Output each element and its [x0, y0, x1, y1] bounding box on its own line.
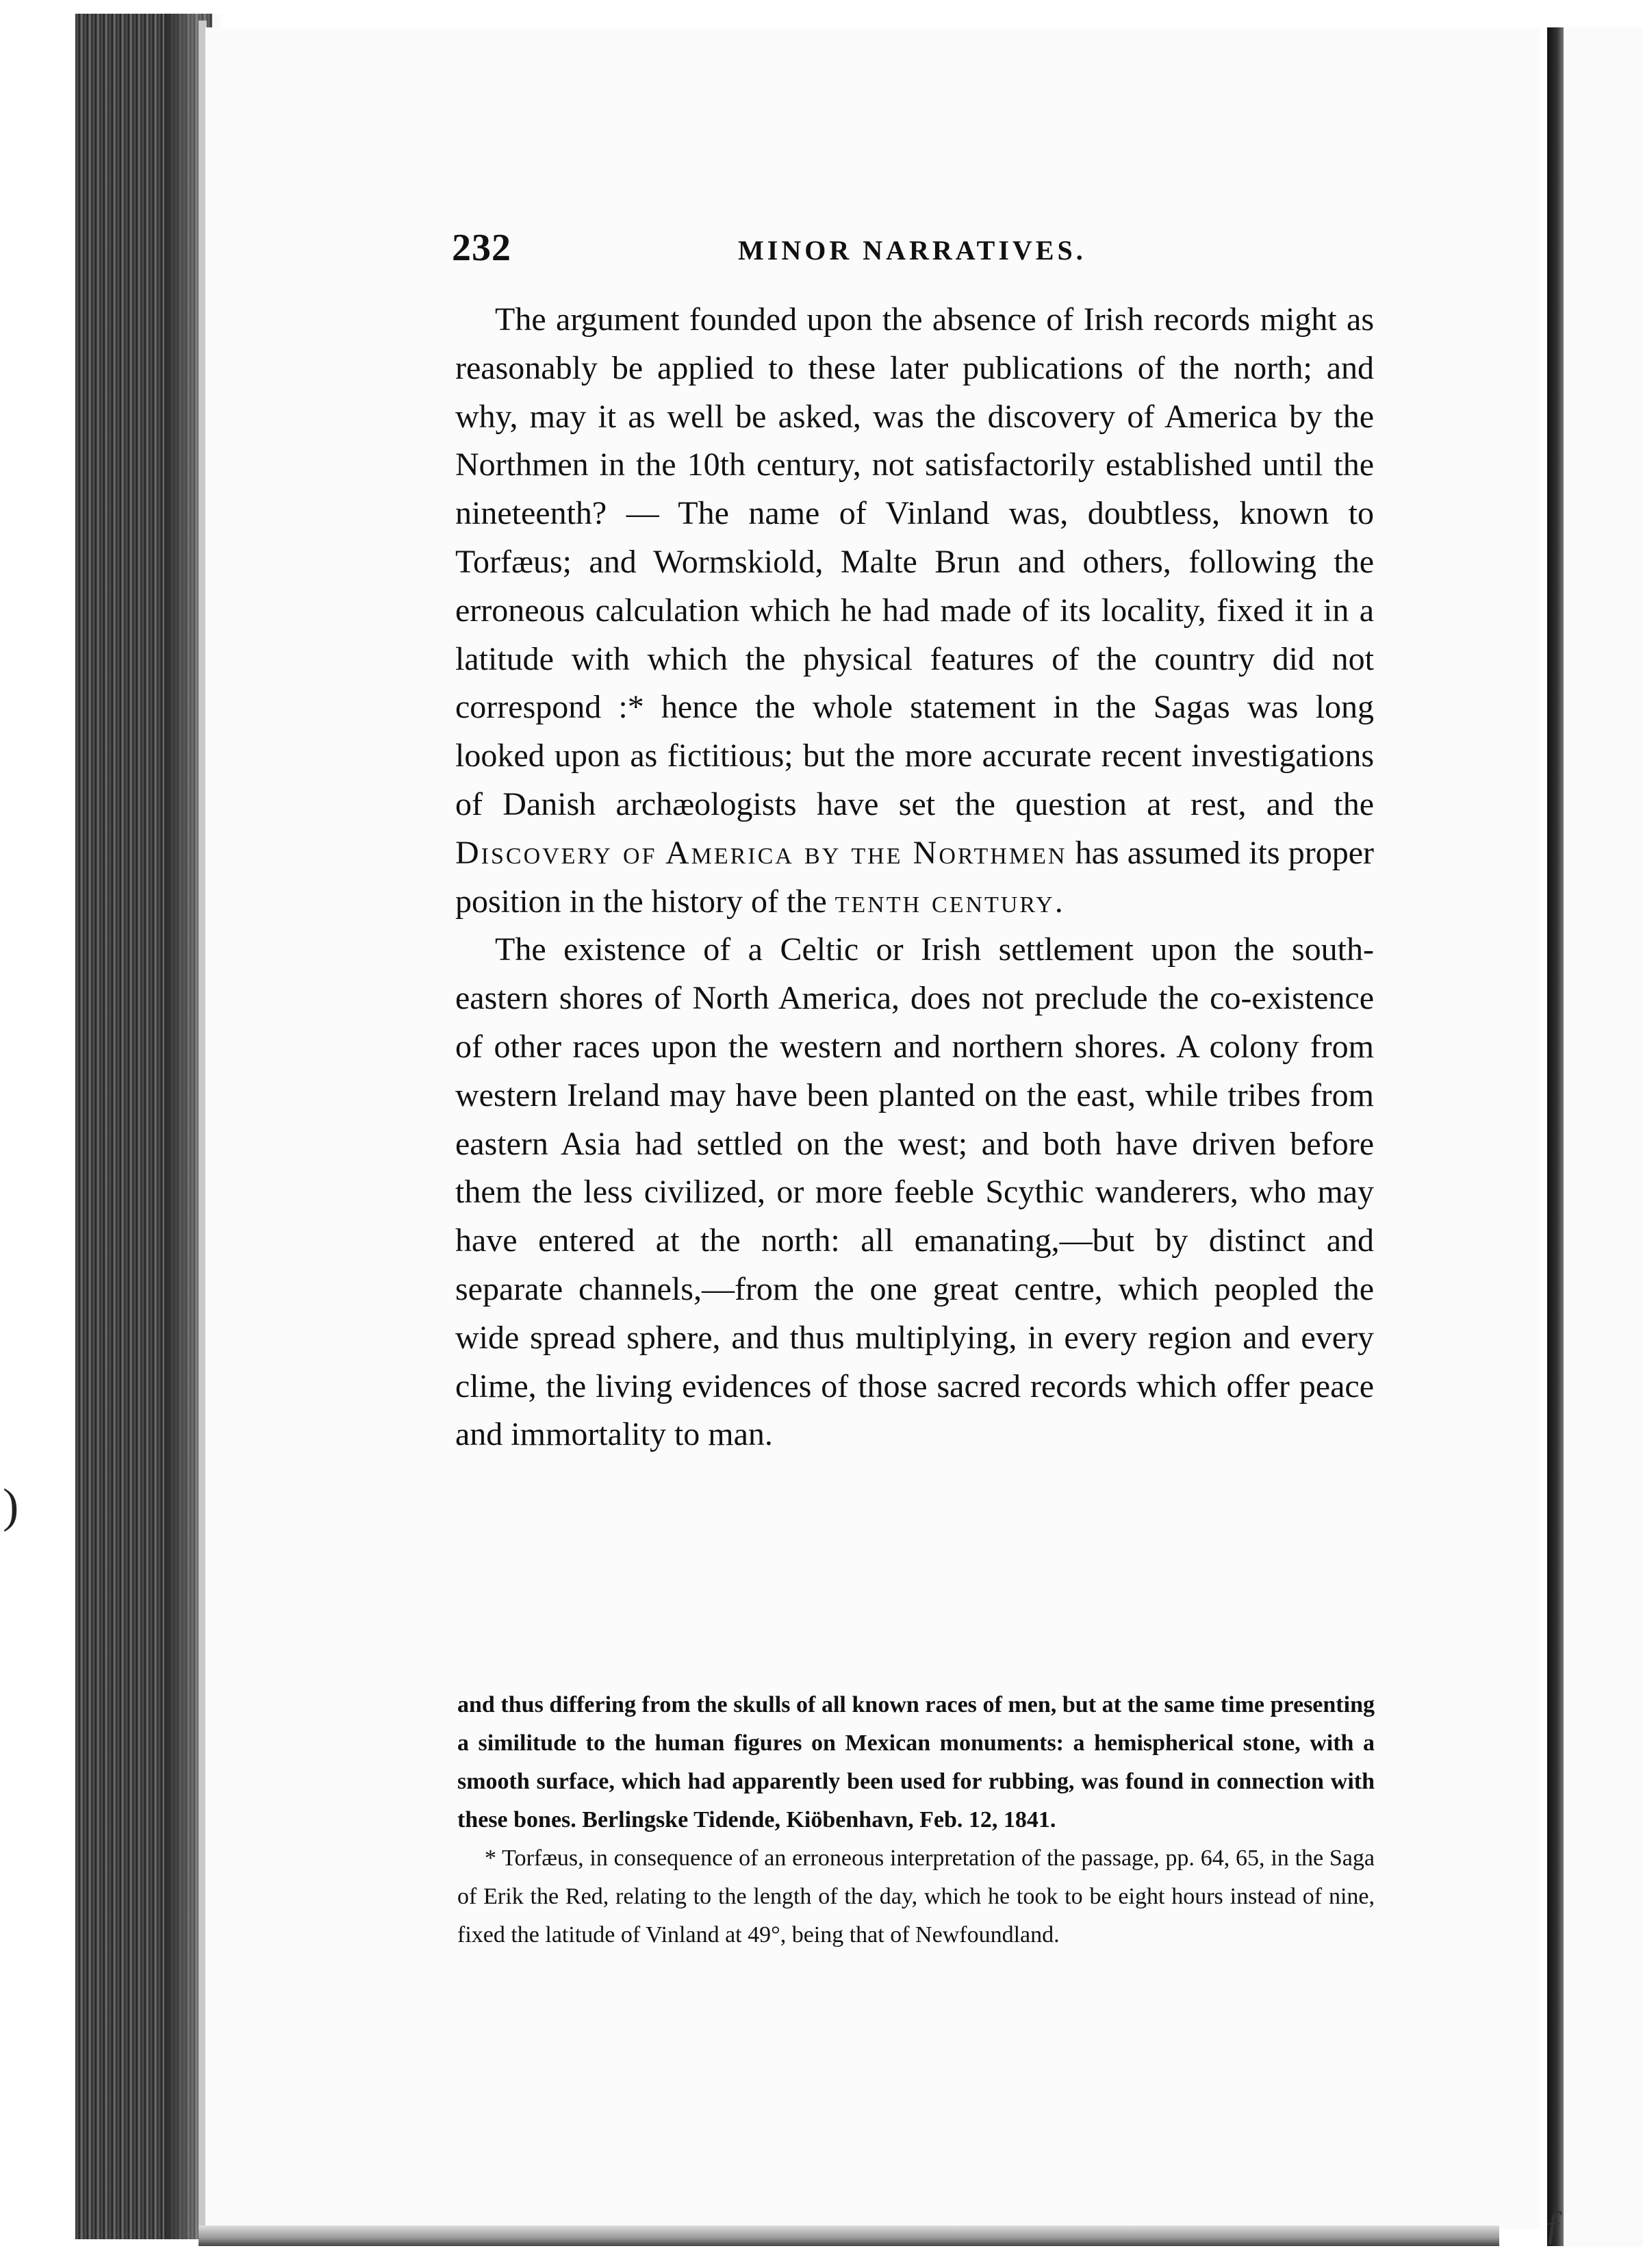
scan-mark-left: ) [3, 1480, 19, 1533]
paragraph-1-text-b: has assumed its proper position in the history of the [455, 834, 1374, 920]
facing-page-edge [1547, 27, 1564, 2246]
footnotes [457, 1686, 1375, 1954]
page-header [452, 226, 1369, 288]
scan-mark-corner: ƒ [1544, 2202, 1564, 2247]
footnote-star: * Torfæus, in consequence of an erroneous interpretation of the passage, pp. 64, 65, in the Saga of Erik the Red, relating to the length of the day, which he took to be eight hours instead of nine, fixed the latitude of Vinland at 49°, being that of Newfoundland. [457, 1845, 1375, 1948]
small-caps-discovery: Discovery of America by the Northmen [455, 834, 1067, 871]
page-bottom-edge [199, 2226, 1499, 2246]
paragraph-1 [455, 296, 1374, 926]
paragraph-1-text-c: . [1054, 883, 1063, 920]
footnote-continued: and thus differing from the skulls of all known races of men, but at the same time presenting a similitude to the human figures on Mexican monuments: a hemispherical stone, with a smooth surface, which had apparently been used for rubbing, was found in connection with these bones. Berlingske Tidende, Kiöbenhavn, Feb. 12, 1841. [457, 1692, 1375, 1832]
facing-page-strip [1564, 27, 1643, 2246]
paragraph-2: The existence of a Celtic or Irish settlement upon the south-eastern shores of North America, does not preclude the co-existence of other races upon the western and northern shores. A colony from western Ireland may have been planted on the east, while tribes from eastern Asia had settled on the west; and both have driven before them the less civilized, or more feeble Scythic wanderers, who may have entered at the north: all emanating,—but by distinct and separate channels,—from the one great centre, which peopled the wide spread sphere, and thus multiplying, in every region and every clime, the living evidences of those sacred records which offer peace and immortality to man. [455, 931, 1374, 1453]
running-head: MINOR NARRATIVES. [738, 235, 1086, 266]
main-text [455, 296, 1374, 1459]
page-number: 232 [452, 227, 511, 269]
small-caps-tenth-century: tenth century [835, 883, 1055, 920]
paragraph-1-text-a: The argument founded upon the absence of Irish records might as reasonably be applied to these later publications of the north; and why, may it as well be asked, was the discovery of America by the Northmen in the 10th century, not satisfactorily established until the nineteenth? — The name of Vinland was, doubtless, known to Torfæus; and Wormskiold, Malte Brun and others, following the erroneous calculation which he had made of its locality, fixed it in a latitude with which the physical features of the country did not correspond :* hence the whole statement in the Sagas was long looked upon as fictitious; but the more accurate recent investigations of Danish archæologists have set the question at rest, and the [455, 301, 1374, 822]
